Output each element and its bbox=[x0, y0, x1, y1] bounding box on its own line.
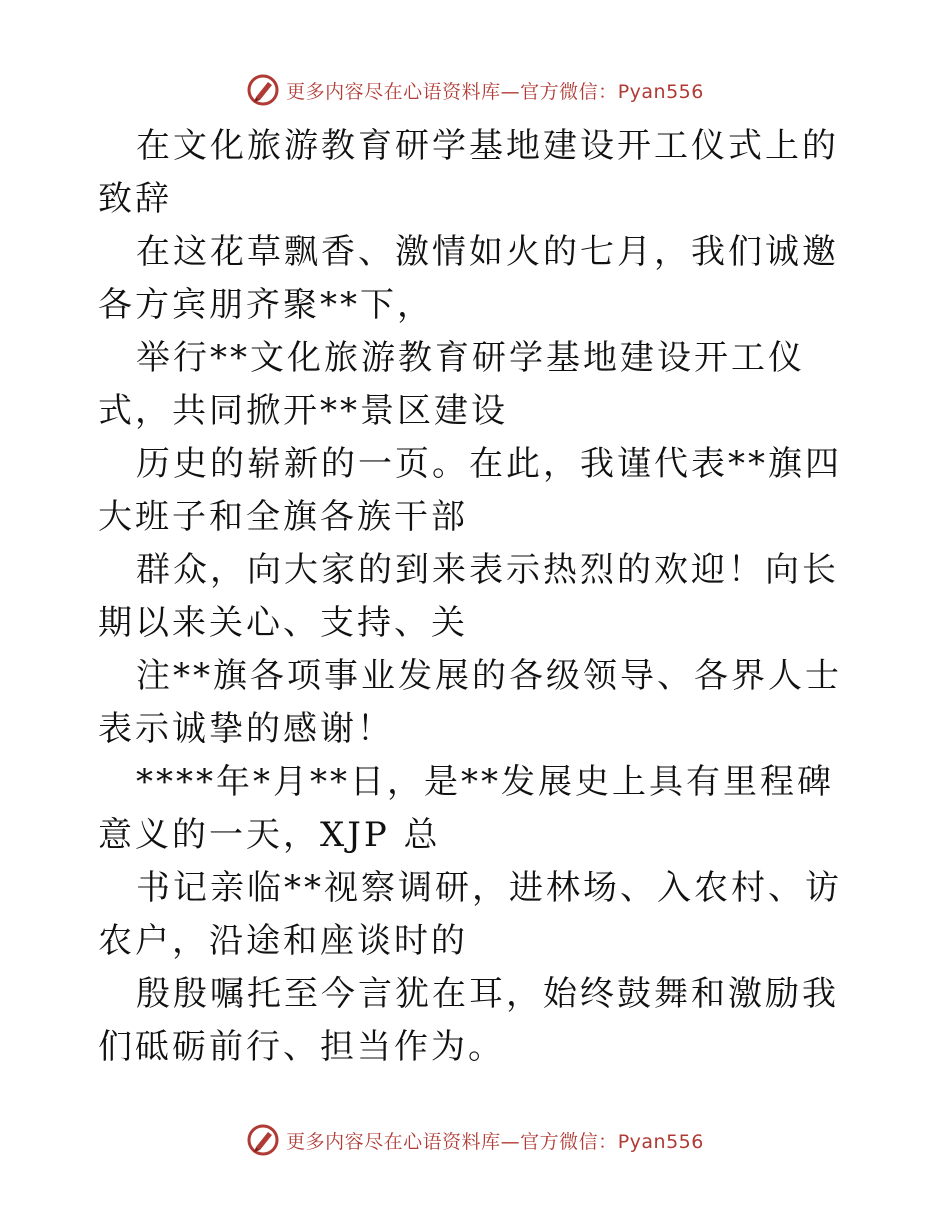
paragraph: 注**旗各项事业发展的各级领导、各界人士表示诚挚的感谢！ bbox=[98, 656, 842, 749]
document-body bbox=[98, 120, 858, 1074]
paragraph: 书记亲临**视察调研，进林场、入农村、访农户，沿途和座谈时的 bbox=[98, 868, 842, 961]
header-banner bbox=[0, 70, 950, 110]
paragraph: 群众，向大家的到来表示热烈的欢迎！向长期以来关心、支持、关 bbox=[98, 550, 839, 643]
paragraph: 历史的崭新的一页。在此，我谨代表**旗四大班子和全旗各族干部 bbox=[98, 444, 842, 537]
pen-logo-icon bbox=[246, 1123, 280, 1157]
banner-text: 更多内容尽在心语资料库—官方微信：Pyan556 bbox=[286, 1130, 704, 1153]
paragraph: 举行**文化旅游教育研学基地建设开工仪式，共同掀开**景区建设 bbox=[98, 338, 805, 431]
pen-logo-icon bbox=[246, 73, 280, 107]
footer-banner bbox=[0, 1120, 950, 1160]
banner-text: 更多内容尽在心语资料库—官方微信：Pyan556 bbox=[286, 80, 704, 103]
paragraph: 在这花草飘香、激情如火的七月，我们诚邀各方宾朋齐聚**下， bbox=[98, 232, 839, 325]
paragraph: ****年*月**日，是**发展史上具有里程碑意义的一天，XJP 总 bbox=[98, 762, 834, 855]
paragraph: 殷殷嘱托至今言犹在耳，始终鼓舞和激励我们砥砺前行、担当作为。 bbox=[98, 974, 839, 1067]
document-title: 在文化旅游教育研学基地建设开工仪式上的致辞 bbox=[98, 126, 839, 219]
